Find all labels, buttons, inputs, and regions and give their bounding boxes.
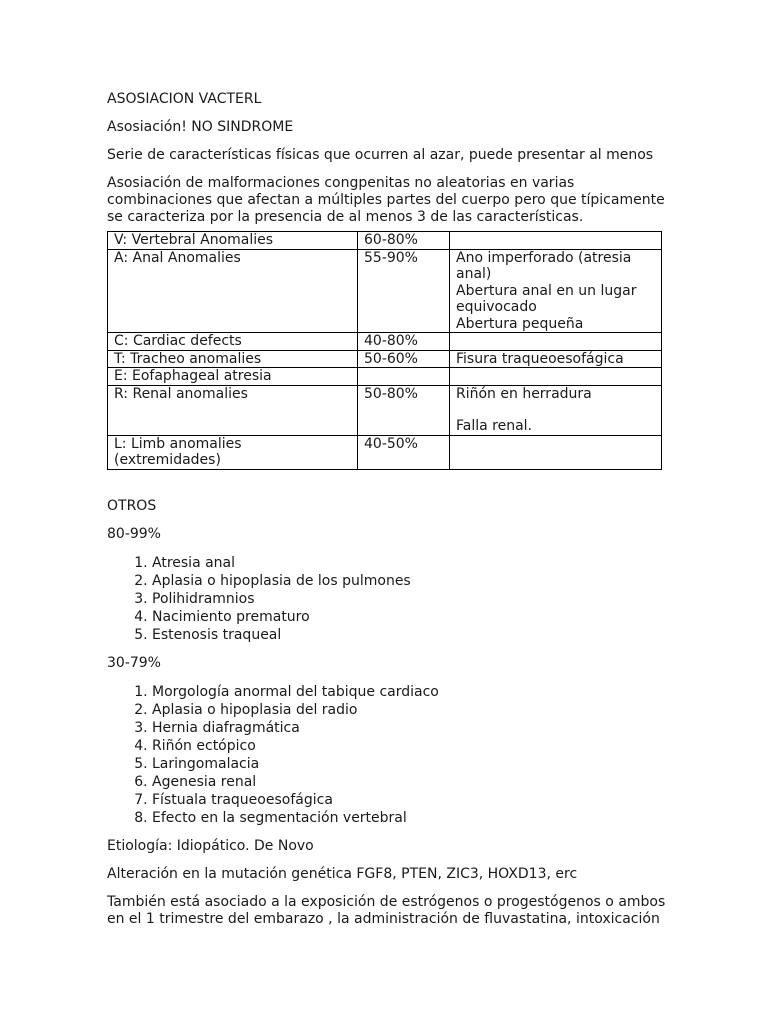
list-item: 6. Agenesia renal	[152, 773, 667, 791]
paragraph-no-sindrome: Asosiación! NO SINDROME	[107, 119, 294, 135]
list-item: 5. Laringomalacia	[152, 755, 667, 773]
list-item: 3. Hernia diafragmática	[152, 719, 667, 737]
list-item: 2. Aplasia o hipoplasia de los pulmones	[152, 572, 667, 590]
table-row	[108, 232, 662, 250]
feature-cell: C: Cardiac defects	[108, 333, 358, 351]
note-line: Fisura traqueoesofágica	[456, 350, 624, 367]
table-row	[108, 333, 662, 351]
list-item: 1. Atresia anal	[152, 554, 667, 572]
group1-label: 80-99%	[107, 525, 161, 542]
note-line: Abertura pequeña	[456, 315, 584, 332]
table-row	[108, 435, 662, 469]
list-item: 3. Polihidramnios	[152, 590, 667, 608]
percentage-cell: 40-50%	[358, 435, 450, 469]
feature-cell: R: Renal anomalies	[108, 385, 358, 435]
percentage-cell: 40-80%	[358, 333, 450, 351]
feature-cell: T: Tracheo anomalies	[108, 350, 358, 368]
otros-heading: OTROS	[107, 497, 157, 514]
list-item: 4. Riñón ectópico	[152, 737, 667, 755]
percentage-cell: 50-60%	[358, 350, 450, 368]
table-row	[108, 385, 662, 435]
group2-list	[107, 683, 667, 827]
percentage-cell: 50-80%	[358, 385, 450, 435]
document-heading: ASOSIACION VACTERL	[107, 91, 262, 107]
paragraph-etiologia: Etiología: Idiopático. De Novo	[107, 837, 314, 854]
note-line: Falla renal.	[456, 418, 533, 434]
notes-cell	[450, 435, 662, 469]
list-item: 8. Efecto en la segmentación vertebral	[152, 809, 667, 827]
table-row	[108, 368, 662, 386]
table-row	[108, 350, 662, 368]
list-item: 7. Fístuala traqueoesofágica	[152, 791, 667, 809]
list-item: 5. Estenosis traqueal	[152, 626, 667, 644]
paragraph-definition: Asosiación de malformaciones congpenitas no aleatorias en varias combinaciones que afectan a múltiples partes del cuerpo pero que típicamente se caracteriza por la presencia de al menos 3 de las características.	[107, 175, 665, 225]
group2-label: 30-79%	[107, 654, 161, 671]
notes-cell	[450, 249, 662, 333]
notes-cell	[450, 232, 662, 250]
percentage-cell	[358, 368, 450, 386]
feature-cell: L: Limb anomalies (extremidades)	[108, 435, 358, 469]
group1-list	[107, 554, 667, 644]
vacterl-table	[107, 231, 662, 470]
list-item: 2. Aplasia o hipoplasia del radio	[152, 701, 667, 719]
list-item: 1. Morgología anormal del tabique cardiaco	[152, 683, 667, 701]
percentage-cell: 55-90%	[358, 249, 450, 333]
feature-cell: V: Vertebral Anomalies	[108, 232, 358, 250]
notes-cell	[450, 385, 662, 435]
note-line: Riñón en herradura	[456, 385, 592, 402]
paragraph-alteracion: Alteración en la mutación genética FGF8, PTEN, ZIC3, HOXD13, erc	[107, 865, 578, 882]
table-row	[108, 249, 662, 333]
paragraph-tambien: También está asociado a la exposición de estrógenos o progestógenos o ambos en el 1 trimestre del embarazo , la administración de fluvastatina, intoxicación	[107, 893, 666, 927]
document-content	[107, 90, 667, 928]
feature-cell: E: Eofaphageal atresia	[108, 368, 358, 386]
notes-cell	[450, 333, 662, 351]
percentage-cell: 60-80%	[358, 232, 450, 250]
note-line	[456, 402, 655, 418]
notes-cell	[450, 368, 662, 386]
feature-cell: A: Anal Anomalies	[108, 249, 358, 333]
list-item: 4. Nacimiento prematuro	[152, 608, 667, 626]
paragraph-serie: Serie de características físicas que ocurren al azar, puede presentar al menos	[107, 147, 654, 163]
note-line: Ano imperforado (atresia anal)	[456, 249, 632, 282]
notes-cell	[450, 350, 662, 368]
note-line: Abertura anal en un lugar equivocado	[456, 282, 637, 315]
